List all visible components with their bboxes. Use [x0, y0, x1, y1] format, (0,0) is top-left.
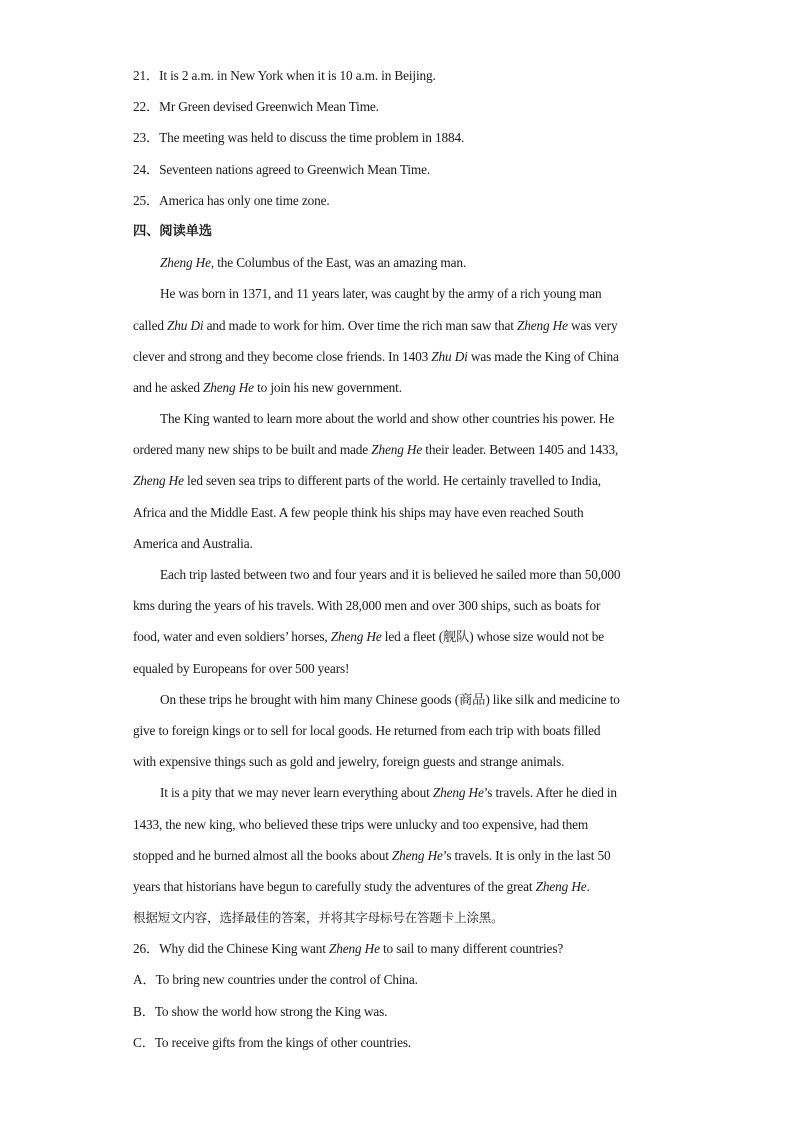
statement-24: 24．Seventeen nations agreed to Greenwich Mean Time. [133, 161, 430, 177]
passage-paragraph-2-line: and he asked Zheng He to join his new government. [133, 379, 402, 395]
passage-paragraph-5-line: with expensive things such as gold and jewelry, foreign guests and strange animals. [133, 754, 565, 770]
statement-21: 21．It is 2 a.m. in New York when it is 10 a.m. in Beijing. [133, 68, 436, 83]
passage-paragraph-5-line: On these trips he brought with him many Chinese goods (商品) like silk and medicine to [160, 691, 620, 707]
passage-paragraph-3-line: Zheng He led seven sea trips to different parts of the world. He certainly travelled to India, [133, 473, 601, 489]
statement-23: 23．The meeting was held to discuss the time problem in 1884. [133, 130, 465, 146]
statement-25: 25．America has only one time zone. [133, 192, 330, 208]
passage-paragraph-6-line: It is a pity that we may never learn everything about Zheng He’s travels. After he died in [160, 785, 617, 801]
passage-paragraph-6-line: years that historians have begun to carefully study the adventures of the great Zheng He. [133, 878, 590, 894]
passage-paragraph-2-line: He was born in 1371, and 11 years later, was caught by the army of a rich young man [160, 286, 602, 302]
option-c: C．To receive gifts from the kings of other countries. [133, 1034, 412, 1050]
passage-paragraph-3-line: The King wanted to learn more about the world and show other countries his power. He [160, 411, 615, 427]
question-26: 26．Why did the Chinese King want Zheng He to sail to many different countries? [133, 941, 564, 957]
passage-paragraph-1: Zheng He, the Columbus of the East, was an amazing man. [160, 255, 467, 271]
document-page [133, 60, 661, 1058]
passage-paragraph-4-line: food, water and even soldiers’ horses, Zheng He led a fleet (舰队) whose size would not be [133, 629, 605, 645]
passage-paragraph-3-line: ordered many new ships to be built and made Zheng He their leader. Between 1405 and 1433, [133, 442, 619, 458]
passage-paragraph-4-line: kms during the years of his travels. With 28,000 men and over 300 ships, such as boats for [133, 598, 601, 614]
section-heading: 四、阅读单选 [133, 223, 212, 239]
passage-paragraph-3-line: Africa and the Middle East. A few people think his ships may have even reached South [133, 504, 584, 520]
passage-paragraph-4-line: Each trip lasted between two and four years and it is believed he sailed more than 50,000 [160, 567, 621, 582]
passage-paragraph-3-line: America and Australia. [133, 535, 253, 551]
passage-paragraph-6-line: stopped and he burned almost all the books about Zheng He’s travels. It is only in the last 50 [133, 847, 611, 863]
instruction-text: 根据短文内容，选择最佳的答案，并将其字母标号在答题卡上涂黑。 [133, 910, 504, 926]
statement-22: 22．Mr Green devised Greenwich Mean Time. [133, 99, 379, 115]
passage-paragraph-2-line: clever and strong and they become close friends. In 1403 Zhu Di was made the King of China [133, 348, 619, 364]
option-b: B．To show the world how strong the King was. [133, 1003, 388, 1019]
passage-paragraph-4-line: equaled by Europeans for over 500 years! [133, 660, 350, 676]
passage-paragraph-6-line: 1433, the new king, who believed these trips were unlucky and too expensive, had them [133, 816, 589, 832]
passage-paragraph-2-line: called Zhu Di and made to work for him. Over time the rich man saw that Zheng He was very [133, 317, 618, 333]
option-a: A．To bring new countries under the control of China. [133, 972, 418, 988]
name-italic: Zheng He [160, 255, 211, 271]
passage-paragraph-5-line: give to foreign kings or to sell for local goods. He returned from each trip with boats filled [133, 722, 601, 738]
